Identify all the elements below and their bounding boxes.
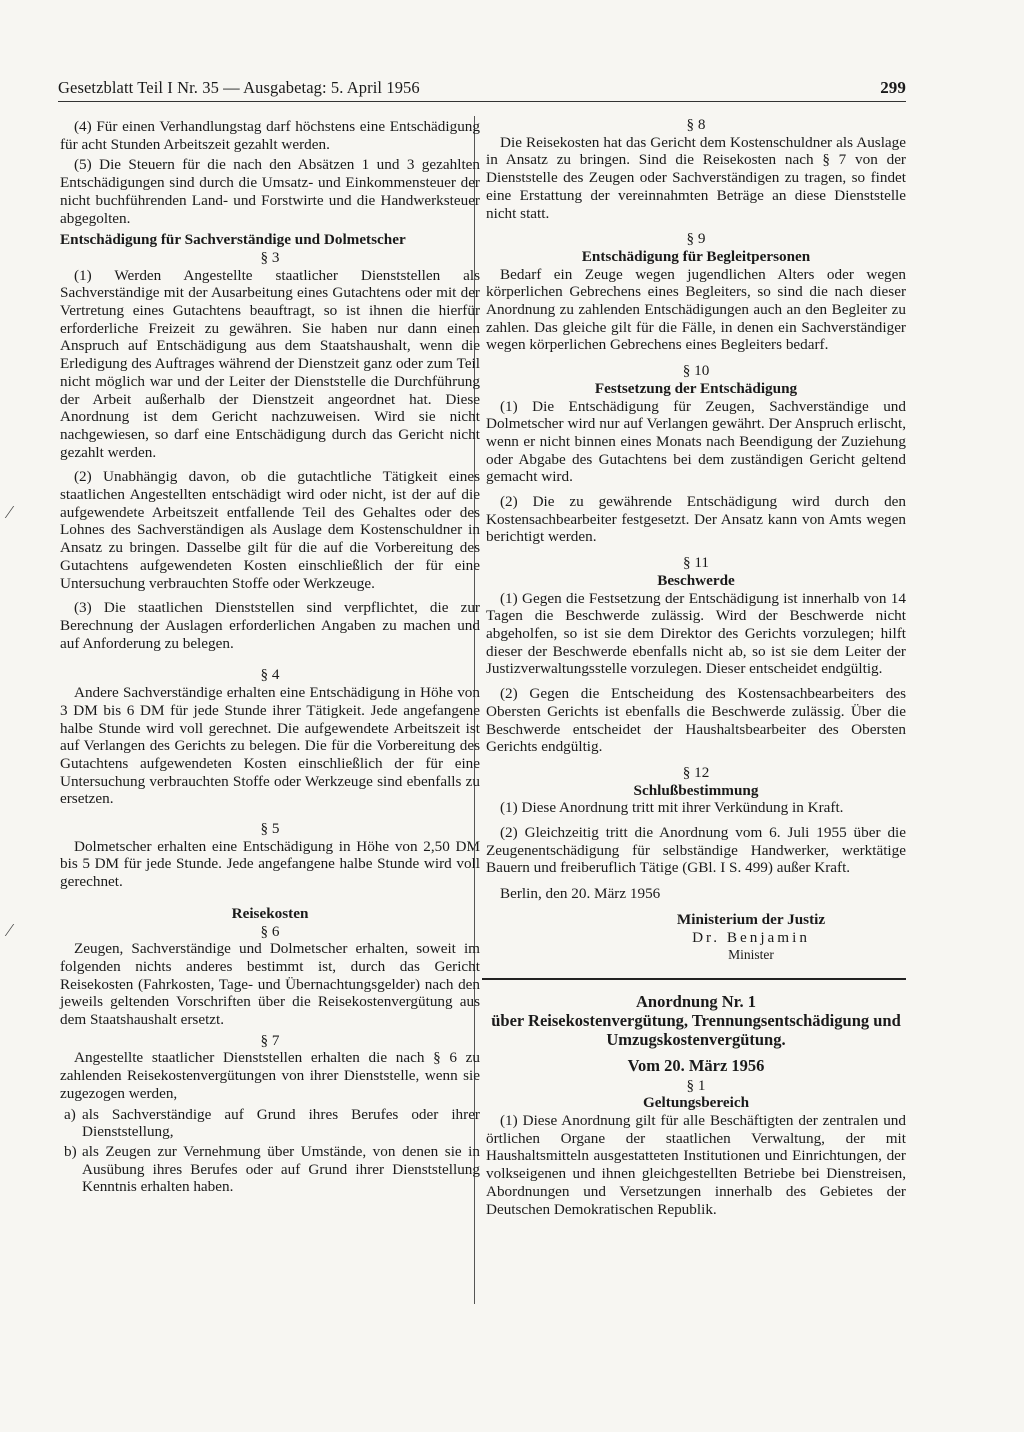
header-rule	[58, 101, 906, 102]
list-label: a)	[64, 1105, 76, 1123]
section-number: § 8	[686, 116, 706, 133]
section-heading: Festsetzung der Entschädigung	[594, 379, 798, 397]
section-number: § 5	[260, 820, 280, 838]
section-number: § 6	[260, 922, 280, 940]
ordinance-subtitle: über Reisekostenvergütung, Trennungsentschädigung und Umzugskostenvergütung.	[491, 1010, 901, 1049]
section-heading: Schlußbestimmung	[633, 781, 759, 799]
section-heading: Reisekosten	[231, 904, 309, 922]
place-date: Berlin, den 20. März 1956	[500, 885, 661, 903]
paragraph: (1) Diese Anordnung gilt für alle Beschäftigten der zentralen und örtlichen Organe der staatlichen Verwaltung, der mit Haushaltsmitteln ausgestatteten Institutionen und Einrichtungen, der volkseigenen und ihnen gleichgestellten Betriebe bei Dienstreisen, Abordnungen und Versetzungen innerhalb des Gebietes der Deutschen Demokratischen Republik.	[486, 1112, 906, 1218]
section-number: § 9	[686, 230, 706, 248]
section-number: § 1	[686, 1076, 706, 1094]
section-heading: Entschädigung für Sachverständige und Dolmetscher	[60, 231, 406, 249]
paragraph: Dolmetscher erhalten eine Entschädigung in Höhe von 2,50 DM bis 5 DM für jede Stunde. Jede angefangene halbe Stunde wird voll gerechnet.	[60, 837, 480, 891]
ordinance-title: Anordnung Nr. 1	[636, 991, 756, 1011]
ordinance-date: Vom 20. März 1956	[627, 1055, 765, 1075]
paragraph: (2) Gegen die Entscheidung des Kostensachbearbeiters des Obersten Gerichts ist ebenfalls die Beschwerde zulässig. Über die Beschwerde entscheidet der Haushaltsbearbeiter des Obersten Gerichts endgültig.	[486, 685, 906, 756]
signatory-role: Minister	[728, 947, 774, 963]
list-label: b)	[64, 1142, 77, 1160]
right-column	[486, 116, 906, 1221]
section-divider	[482, 978, 906, 980]
paragraph: Bedarf ein Zeuge wegen jugendlichen Alters oder wegen körperlichen Gebrechens eines Begleiters, so sind die nach dieser Anordnung zu zahlenden Entschädigungen auch an den Begleiter zu zahlen. Das gleiche gilt für die Fälle, in denen ein Sachverständiger wegen körperlichen Gebrechens eines Begleiters bedarf.	[486, 265, 906, 354]
running-title: Gesetzblatt Teil I Nr. 35 — Ausgabetag: 5. April 1956	[58, 78, 420, 97]
section-number: § 12	[682, 763, 710, 781]
paragraph: Zeugen, Sachverständige und Dolmetscher erhalten, soweit im folgenden nichts anderes bestimmt ist, durch das Gericht Reisekosten (Fahrkosten, Tage- und Übernachtungsgelder) nach den jeweils geltenden Vorschriften über die Reisekostenvergütung aus dem Staatshaushalt ersetzt.	[60, 940, 480, 1029]
list-text: als Sachverständige auf Grund ihres Berufes oder ihrer Dienststellung,	[82, 1105, 480, 1141]
section-number: § 3	[260, 248, 280, 266]
paragraph: Angestellte staatlicher Dienststellen erhalten die nach § 6 zu zahlenden Reisekostenvergütungen von ihrer Dienststelle, wenn sie zugezogen werden,	[60, 1049, 480, 1102]
left-column	[60, 118, 480, 1198]
section-heading: Geltungsbereich	[642, 1094, 750, 1112]
paragraph: (4) Für einen Verhandlungstag darf höchstens eine Entschädigung für acht Stunden Arbeitszeit gezahlt werden.	[60, 118, 480, 153]
list-text: als Zeugen zur Vernehmung über Umstände, von denen sie in Ausübung ihres Berufes oder auf Grund ihrer Dienststellung Kenntnis erhalten haben.	[82, 1142, 480, 1196]
paragraph: (3) Die staatlichen Dienststellen sind verpflichtet, die zur Berechnung der Auslagen erforderlichen Angaben zu machen und auf Anforderung zu belegen.	[60, 599, 480, 652]
margin-tick-mark: ⁄	[8, 920, 12, 940]
margin-tick-mark: ⁄	[8, 502, 12, 522]
section-number: § 11	[682, 554, 709, 572]
section-heading: Beschwerde	[657, 571, 735, 589]
paragraph: (1) Die Entschädigung für Zeugen, Sachverständige und Dolmetscher wird nur auf Verlangen gewährt. Der Anspruch erlischt, wenn er nicht binnen eines Monats nach Beendigung der Zuziehung oder Abgabe des Gutachtens bei dem zuständigen Gericht geltend gemacht wird.	[486, 397, 906, 486]
paragraph: (2) Gleichzeitig tritt die Anordnung vom 6. Juli 1955 über die Zeugenentschädigung für selbständige Handwerker, werktätige Bauern und freiberuflich Tätige (GBl. I S. 499) außer Kraft.	[486, 824, 906, 877]
signature-block	[596, 911, 906, 964]
section-number: § 10	[682, 362, 710, 380]
ministry-name: Ministerium der Justiz	[676, 910, 826, 928]
paragraph: Die Reisekosten hat das Gericht dem Kostenschuldner als Auslage in Ansatz zu bringen. Sind die Reisekosten nach § 7 von der Dienststelle des Zeugen oder Sachverständigen zu tragen, so findet eine Erstattung der vereinnahmten Beträge an diese Dienststelle nicht statt.	[486, 133, 906, 222]
list-item	[64, 1106, 480, 1141]
section-heading: Entschädigung für Begleitpersonen	[581, 247, 811, 265]
paragraph: (2) Die zu gewährende Entschädigung wird durch den Kostensachbearbeiter festgesetzt. Der Ansatz kann von Amts wegen berichtigt werden.	[486, 493, 906, 546]
section-number: § 4	[260, 666, 280, 684]
paragraph: (1) Gegen die Festsetzung der Entschädigung ist innerhalb von 14 Tagen die Beschwerde zulässig. Wird der Beschwerde nicht abgeholfen, so ist sie dem Direktor des Gerichts vorzulegen; hilft dieser der Beschwerde ebenfalls nicht ab, so ist sie dem Leiter der Justizverwaltungsstelle vorzulegen. Dieser entscheidet endgültig.	[486, 589, 906, 678]
list-item	[64, 1143, 480, 1196]
paragraph: Andere Sachverständige erhalten eine Entschädigung in Höhe von 3 DM bis 6 DM für jede Stunde ihrer Tätigkeit. Jede angefangene halbe Stunde wird voll gerechnet. Die aufgewendete Arbeitszeit ist auf Verlangen des Gerichts zu belegen. Die für die Vorbereitung des Gutachtens aufgewendeten Kosten einschließlich der für eine Untersuchung verbrauchten Stoffe oder Werkzeuge sind ebenfalls zu ersetzen.	[60, 684, 480, 808]
section-number: § 7	[260, 1031, 280, 1049]
page-header	[58, 78, 906, 98]
paragraph: (1) Diese Anordnung tritt mit ihrer Verkündung in Kraft.	[500, 799, 844, 817]
paragraph: (1) Werden Angestellte staatlicher Dienststellen als Sachverständige mit der Ausarbeitung eines Gutachtens oder mit der Vertretung eines Gutachtens beauftragt, so ist ihnen die hierfür erforderliche Freizeit zu gewähren. Sie haben nur dann einen Anspruch auf Entschädigung aus dem Staatshaushalt, wenn die Erledigung des Auftrages während der Dienstzeit ganz oder zum Teil nicht möglich war und der Leiter der Dienststelle die Durchführung der Arbeit außerhalb der Dienstzeit angeordnet hat. Diese Anordnung ist dem Gericht nachzuweisen. Wird sie nicht nachgewiesen, so darf eine Entschädigung durch das Gericht nicht gezahlt werden.	[60, 266, 480, 461]
page-number: 299	[880, 78, 906, 97]
signatory-name: Dr. Benjamin	[692, 928, 810, 946]
paragraph: (5) Die Steuern für die nach den Absätzen 1 und 3 gezahlten Entschädigungen sind durch die Umsatz- und Einkommensteuer der nicht buchführenden Land- und Forstwirte und die Handwerksteuer abgegolten.	[60, 156, 480, 227]
paragraph: (2) Unabhängig davon, ob die gutachtliche Tätigkeit eines staatlichen Angestellten entschädigt wird oder nicht, ist der auf die aufgewendete Arbeitszeit entfallende Teil des Gehaltes oder des Lohnes des Sachverständigen als Auslage dem Kostenschuldner in Ansatz zu bringen. Dasselbe gilt für die auf die Vorbereitung des Gutachtens aufgewendeten Kosten einschließlich der für eine Untersuchung verbrauchten Stoffe oder Werkzeuge.	[60, 468, 480, 592]
